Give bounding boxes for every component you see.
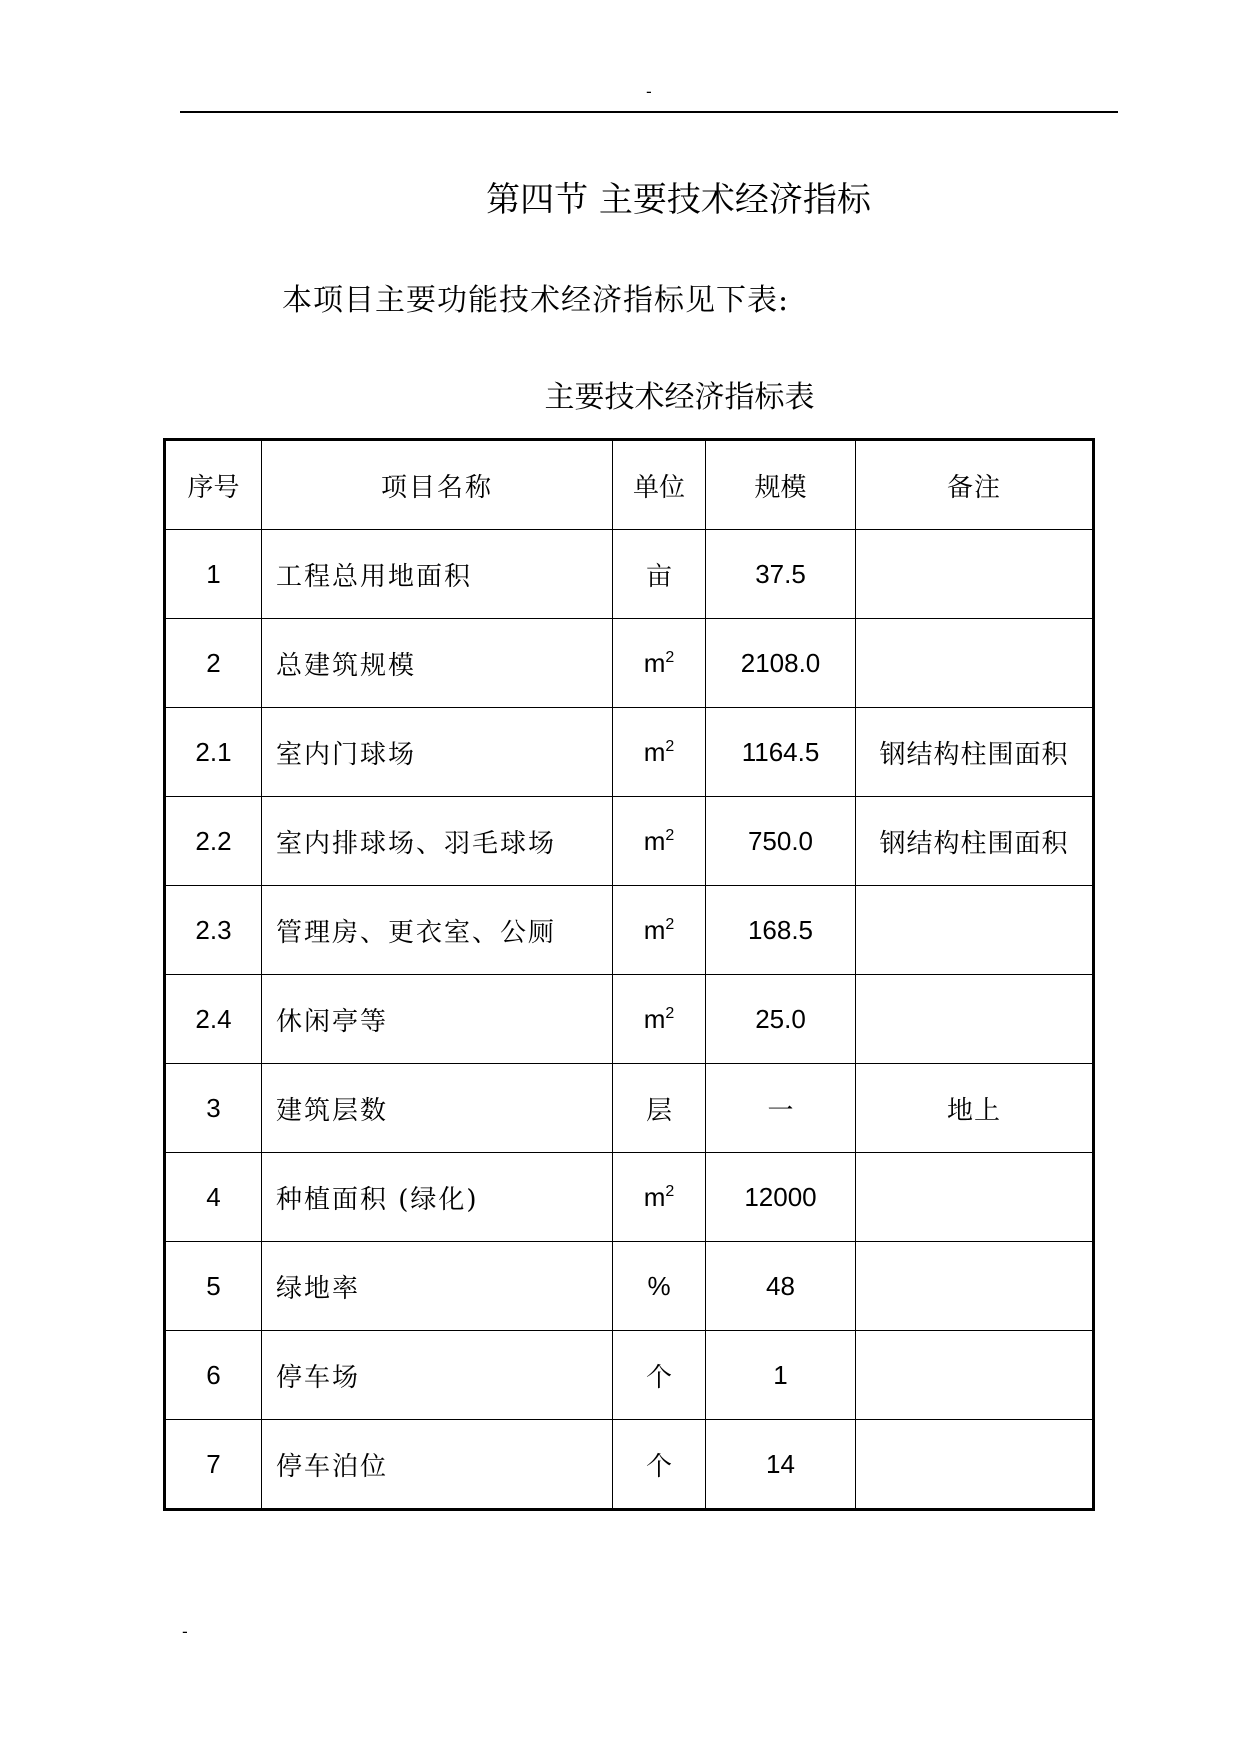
table-row xyxy=(165,1420,1094,1510)
row-unit xyxy=(613,708,706,797)
row-no: 2.4 xyxy=(165,975,262,1064)
row-note xyxy=(856,1331,1094,1420)
row-name: 种植面积 (绿化) xyxy=(262,1153,613,1242)
row-scale: 1164.5 xyxy=(706,708,856,797)
row-note xyxy=(856,619,1094,708)
row-scale: 37.5 xyxy=(706,530,856,619)
footer-mark: - xyxy=(182,1622,188,1641)
unit-text: m xyxy=(643,914,666,945)
unit-text: m xyxy=(643,1181,666,1212)
row-no: 2.3 xyxy=(165,886,262,975)
row-unit xyxy=(613,1242,706,1331)
row-name: 建筑层数 xyxy=(262,1064,613,1153)
row-note xyxy=(856,1242,1094,1331)
unit-superscript: 2 xyxy=(665,1004,675,1022)
row-scale: 14 xyxy=(706,1420,856,1510)
row-note xyxy=(856,530,1094,619)
table-row xyxy=(165,708,1094,797)
row-unit xyxy=(613,975,706,1064)
unit-text: 个 xyxy=(645,1451,672,1482)
row-name: 停车场 xyxy=(262,1331,613,1420)
row-note xyxy=(856,1420,1094,1510)
row-scale: 12000 xyxy=(706,1153,856,1242)
row-unit xyxy=(613,619,706,708)
metrics-table xyxy=(163,438,1095,1511)
header-scale: 规模 xyxy=(706,440,856,530)
row-name: 休闲亭等 xyxy=(262,975,613,1064)
table-row xyxy=(165,619,1094,708)
section-title: 第四节 主要技术经济指标 xyxy=(486,180,871,220)
row-no: 5 xyxy=(165,1242,262,1331)
row-note xyxy=(856,975,1094,1064)
unit-text: 个 xyxy=(645,1362,672,1393)
table-body xyxy=(165,530,1094,1510)
row-note xyxy=(856,886,1094,975)
unit-superscript: 2 xyxy=(665,737,675,755)
unit-text: m xyxy=(643,736,666,767)
row-scale: 1 xyxy=(706,1331,856,1420)
row-note: 钢结构柱围面积 xyxy=(856,797,1094,886)
row-unit xyxy=(613,886,706,975)
row-name: 室内门球场 xyxy=(262,708,613,797)
row-name: 总建筑规模 xyxy=(262,619,613,708)
row-name: 工程总用地面积 xyxy=(262,530,613,619)
row-scale: 48 xyxy=(706,1242,856,1331)
row-no: 3 xyxy=(165,1064,262,1153)
row-name: 停车泊位 xyxy=(262,1420,613,1510)
unit-text: m xyxy=(643,825,666,856)
header-mark: - xyxy=(646,82,652,101)
row-name: 绿地率 xyxy=(262,1242,613,1331)
row-no: 4 xyxy=(165,1153,262,1242)
intro-paragraph: 本项目主要功能技术经济指标见下表: xyxy=(282,283,790,318)
table-row xyxy=(165,797,1094,886)
header-unit: 单位 xyxy=(613,440,706,530)
unit-superscript: 2 xyxy=(665,648,675,666)
row-no: 7 xyxy=(165,1420,262,1510)
row-scale: 25.0 xyxy=(706,975,856,1064)
row-scale: 一 xyxy=(706,1064,856,1153)
unit-superscript: 2 xyxy=(665,915,675,933)
row-scale: 168.5 xyxy=(706,886,856,975)
table-row xyxy=(165,1064,1094,1153)
table-header-row xyxy=(165,440,1094,530)
unit-superscript: 2 xyxy=(665,826,675,844)
row-unit xyxy=(613,797,706,886)
unit-text: 层 xyxy=(645,1095,672,1126)
unit-superscript: 2 xyxy=(665,1182,675,1200)
row-unit xyxy=(613,1153,706,1242)
row-name: 管理房、更衣室、公厕 xyxy=(262,886,613,975)
row-unit xyxy=(613,1064,706,1153)
row-unit xyxy=(613,530,706,619)
row-no: 2.2 xyxy=(165,797,262,886)
table-row xyxy=(165,1331,1094,1420)
row-no: 2 xyxy=(165,619,262,708)
header-rule xyxy=(180,111,1118,113)
unit-text: % xyxy=(647,1270,671,1301)
table-row xyxy=(165,1242,1094,1331)
row-unit xyxy=(613,1420,706,1510)
table-row xyxy=(165,975,1094,1064)
table-title: 主要技术经济指标表 xyxy=(544,380,815,415)
row-no: 1 xyxy=(165,530,262,619)
unit-text: m xyxy=(643,647,666,678)
unit-text: 亩 xyxy=(645,561,672,592)
table-row xyxy=(165,1153,1094,1242)
row-unit xyxy=(613,1331,706,1420)
table-row xyxy=(165,886,1094,975)
row-scale: 2108.0 xyxy=(706,619,856,708)
row-scale: 750.0 xyxy=(706,797,856,886)
row-name: 室内排球场、羽毛球场 xyxy=(262,797,613,886)
row-note: 地上 xyxy=(856,1064,1094,1153)
row-no: 6 xyxy=(165,1331,262,1420)
header-name: 项目名称 xyxy=(262,440,613,530)
header-no: 序号 xyxy=(165,440,262,530)
header-note: 备注 xyxy=(856,440,1094,530)
table-row xyxy=(165,530,1094,619)
row-note xyxy=(856,1153,1094,1242)
row-note: 钢结构柱围面积 xyxy=(856,708,1094,797)
row-no: 2.1 xyxy=(165,708,262,797)
unit-text: m xyxy=(643,1003,666,1034)
